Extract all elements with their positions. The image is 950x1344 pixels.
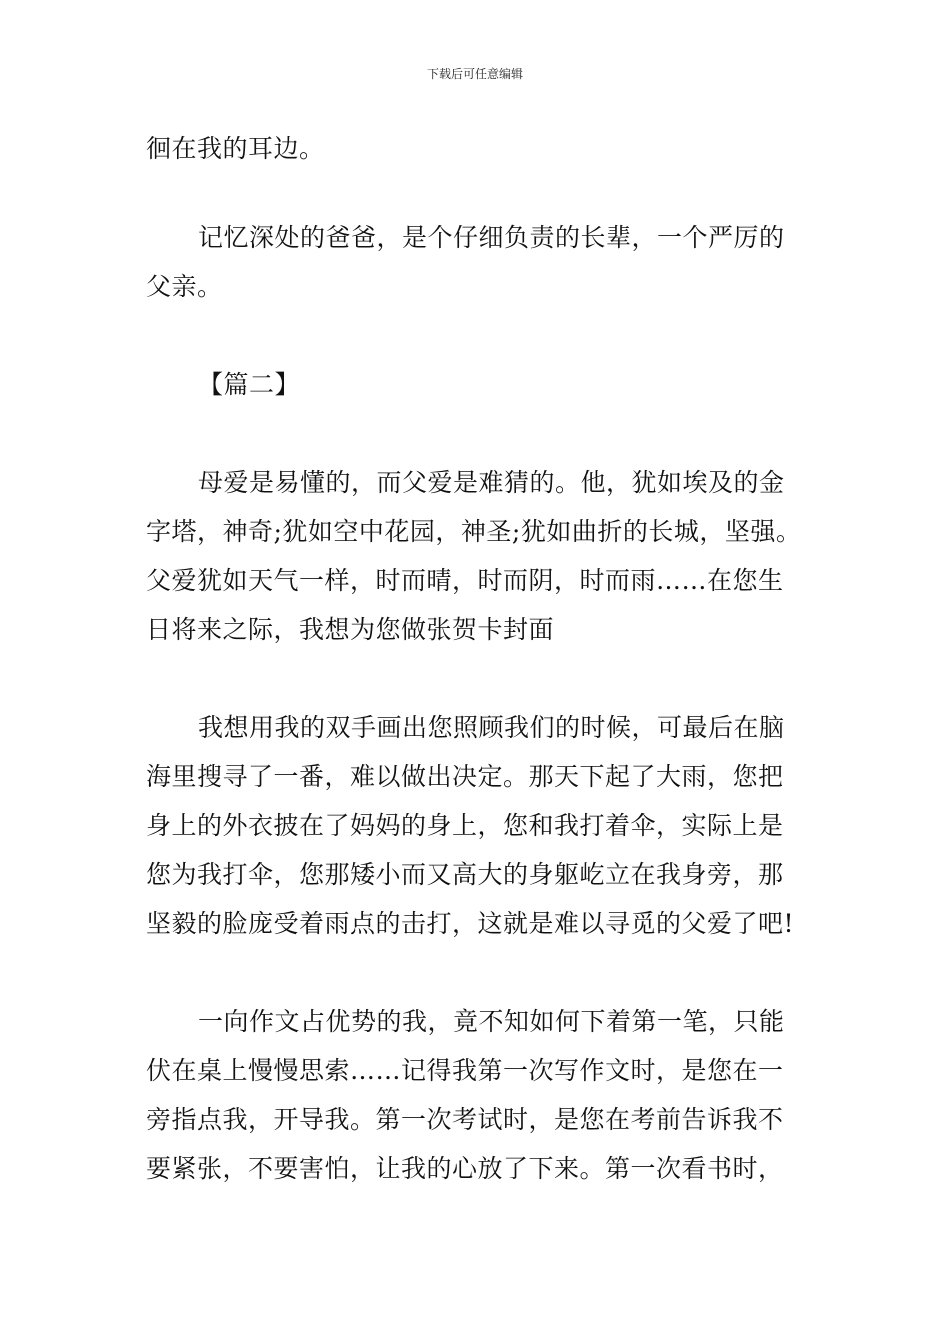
paragraph bbox=[146, 213, 810, 311]
section-title: 【篇二】 bbox=[198, 370, 301, 399]
text-line: 我想用我的双手画出您照顾我们的时候，可最后在脑 bbox=[198, 713, 785, 742]
text-line: 身上的外衣披在了妈妈的身上，您和我打着伞，实际上是 bbox=[146, 811, 784, 840]
paragraph bbox=[146, 458, 810, 654]
text-line: 母爱是易懂的，而父爱是难猜的。他，犹如埃及的金 bbox=[198, 468, 785, 497]
text-line: 父亲。 bbox=[146, 272, 223, 301]
text-line: 日将来之际，我想为您做张贺卡封面 bbox=[146, 615, 555, 644]
paragraph bbox=[146, 997, 810, 1193]
text-line: 伏在桌上慢慢思索……记得我第一次写作文时，是您在一 bbox=[146, 1056, 784, 1085]
document-body bbox=[146, 124, 810, 1193]
text-line: 记忆深处的爸爸，是个仔细负责的长辈，一个严厉的 bbox=[198, 223, 785, 252]
paragraph bbox=[146, 124, 810, 173]
text-line: 您为我打伞，您那矮小而又高大的身躯屹立在我身旁，那 bbox=[146, 860, 784, 889]
text-line: 字塔，神奇;犹如空中花园，神圣;犹如曲折的长城，坚强。 bbox=[146, 517, 802, 546]
paragraph bbox=[146, 703, 810, 948]
text-line: 父爱犹如天气一样，时而晴，时而阴，时而雨……在您生 bbox=[146, 566, 784, 595]
text-line: 坚毅的脸庞受着雨点的击打，这就是难以寻觅的父爱了吧! bbox=[146, 909, 795, 938]
text-line: 旁指点我，开导我。第一次考试时，是您在考前告诉我不 bbox=[146, 1105, 784, 1134]
page-header: 下载后可任意编辑 bbox=[426, 67, 523, 81]
text-line: 徊在我的耳边。 bbox=[146, 134, 325, 163]
section-heading bbox=[146, 360, 810, 409]
text-line: 一向作文占优势的我，竟不知如何下着第一笔，只能 bbox=[198, 1007, 785, 1036]
text-line: 海里搜寻了一番，难以做出决定。那天下起了大雨，您把 bbox=[146, 762, 784, 791]
text-line: 要紧张，不要害怕，让我的心放了下来。第一次看书时， bbox=[146, 1154, 784, 1183]
